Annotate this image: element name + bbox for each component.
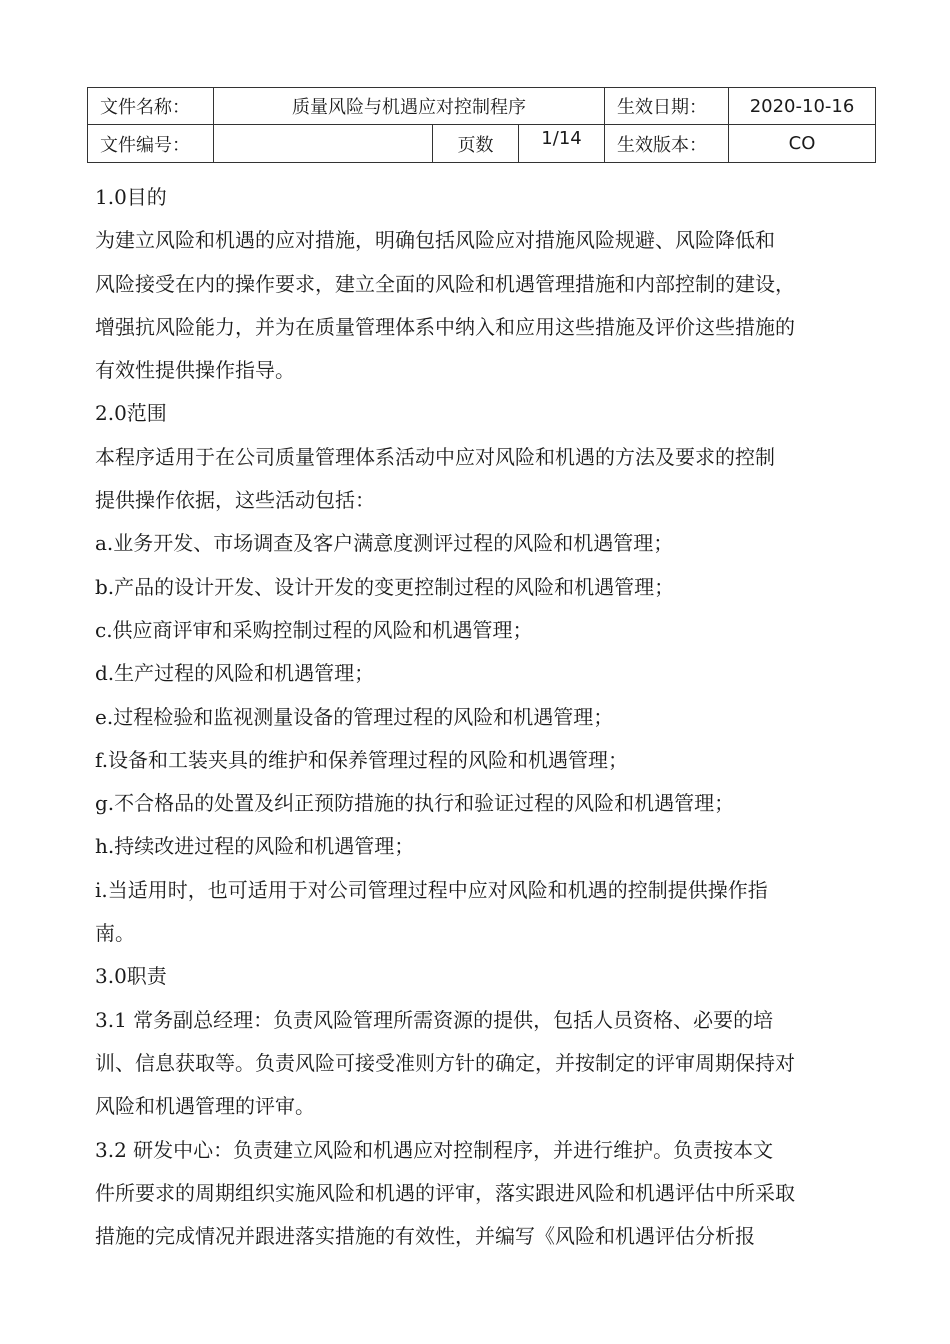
body-line: 风险接受在内的操作要求，建立全面的风险和机遇管理措施和内部控制的建设， — [95, 271, 795, 296]
list-item: e.过程检验和监视测量设备的管理过程的风险和机遇管理； — [95, 704, 614, 729]
body-line: 措施的完成情况并跟进落实措施的有效性，并编写《风险和机遇评估分析报 — [95, 1224, 755, 1249]
body-line: 风险和机遇管理的评审。 — [95, 1094, 315, 1119]
body-line: 为建立风险和机遇的应对措施，明确包括风险应对措施风险规避、风险降低和 — [95, 228, 775, 253]
file-number-value — [214, 125, 433, 163]
effective-date-label: 生效日期： — [605, 88, 729, 125]
body-line: 有效性提供操作指导。 — [95, 358, 295, 383]
list-item: d.生产过程的风险和机遇管理； — [95, 661, 375, 686]
page-count-label: 页数 — [433, 125, 519, 163]
list-item: g.不合格品的处置及纠正预防措施的执行和验证过程的风险和机遇管理； — [95, 791, 735, 816]
list-item: b.产品的设计开发、设计开发的变更控制过程的风险和机遇管理； — [95, 574, 675, 599]
body-line: 3.1 常务副总经理：负责风险管理所需资源的提供，包括人员资格、必要的培 — [95, 1007, 774, 1032]
list-item: f.设备和工装夹具的维护和保养管理过程的风险和机遇管理； — [95, 747, 629, 772]
effective-date-value: 2020-10-16 — [729, 88, 876, 125]
effective-version-value: CO — [729, 125, 876, 163]
body-line: 3.2 研发中心：负责建立风险和机遇应对控制程序，并进行维护。负责按本文 — [95, 1137, 774, 1162]
list-item: h.持续改进过程的风险和机遇管理； — [95, 834, 415, 859]
list-item: a.业务开发、市场调查及客户满意度测评过程的风险和机遇管理； — [95, 531, 674, 556]
body-line: 提供操作依据，这些活动包括： — [95, 488, 375, 513]
list-item: i.当适用时，也可适用于对公司管理过程中应对风险和机遇的控制提供操作指 — [95, 877, 768, 902]
body-line: 南。 — [95, 921, 135, 946]
section-heading-responsibilities: 3.0职责 — [95, 964, 167, 989]
document-header-table — [87, 87, 876, 163]
document-body — [95, 176, 885, 1258]
page-count-value: 1/14 — [519, 125, 605, 163]
section-heading-scope: 2.0范围 — [95, 401, 167, 426]
body-line: 本程序适用于在公司质量管理体系活动中应对风险和机遇的方法及要求的控制 — [95, 444, 775, 469]
body-line: 件所要求的周期组织实施风险和机遇的评审，落实跟进风险和机遇评估中所采取 — [95, 1180, 795, 1205]
section-heading-purpose: 1.0目的 — [95, 185, 167, 209]
file-number-label: 文件编号： — [88, 125, 214, 163]
body-line: 训、信息获取等。负责风险可接受准则方针的确定，并按制定的评审周期保持对 — [95, 1050, 795, 1075]
file-name-value: 质量风险与机遇应对控制程序 — [214, 88, 605, 125]
body-line: 增强抗风险能力，并为在质量管理体系中纳入和应用这些措施及评价这些措施的 — [95, 314, 795, 339]
file-name-label: 文件名称： — [88, 88, 214, 125]
list-item: c.供应商评审和采购控制过程的风险和机遇管理； — [95, 617, 533, 642]
effective-version-label: 生效版本： — [605, 125, 729, 163]
